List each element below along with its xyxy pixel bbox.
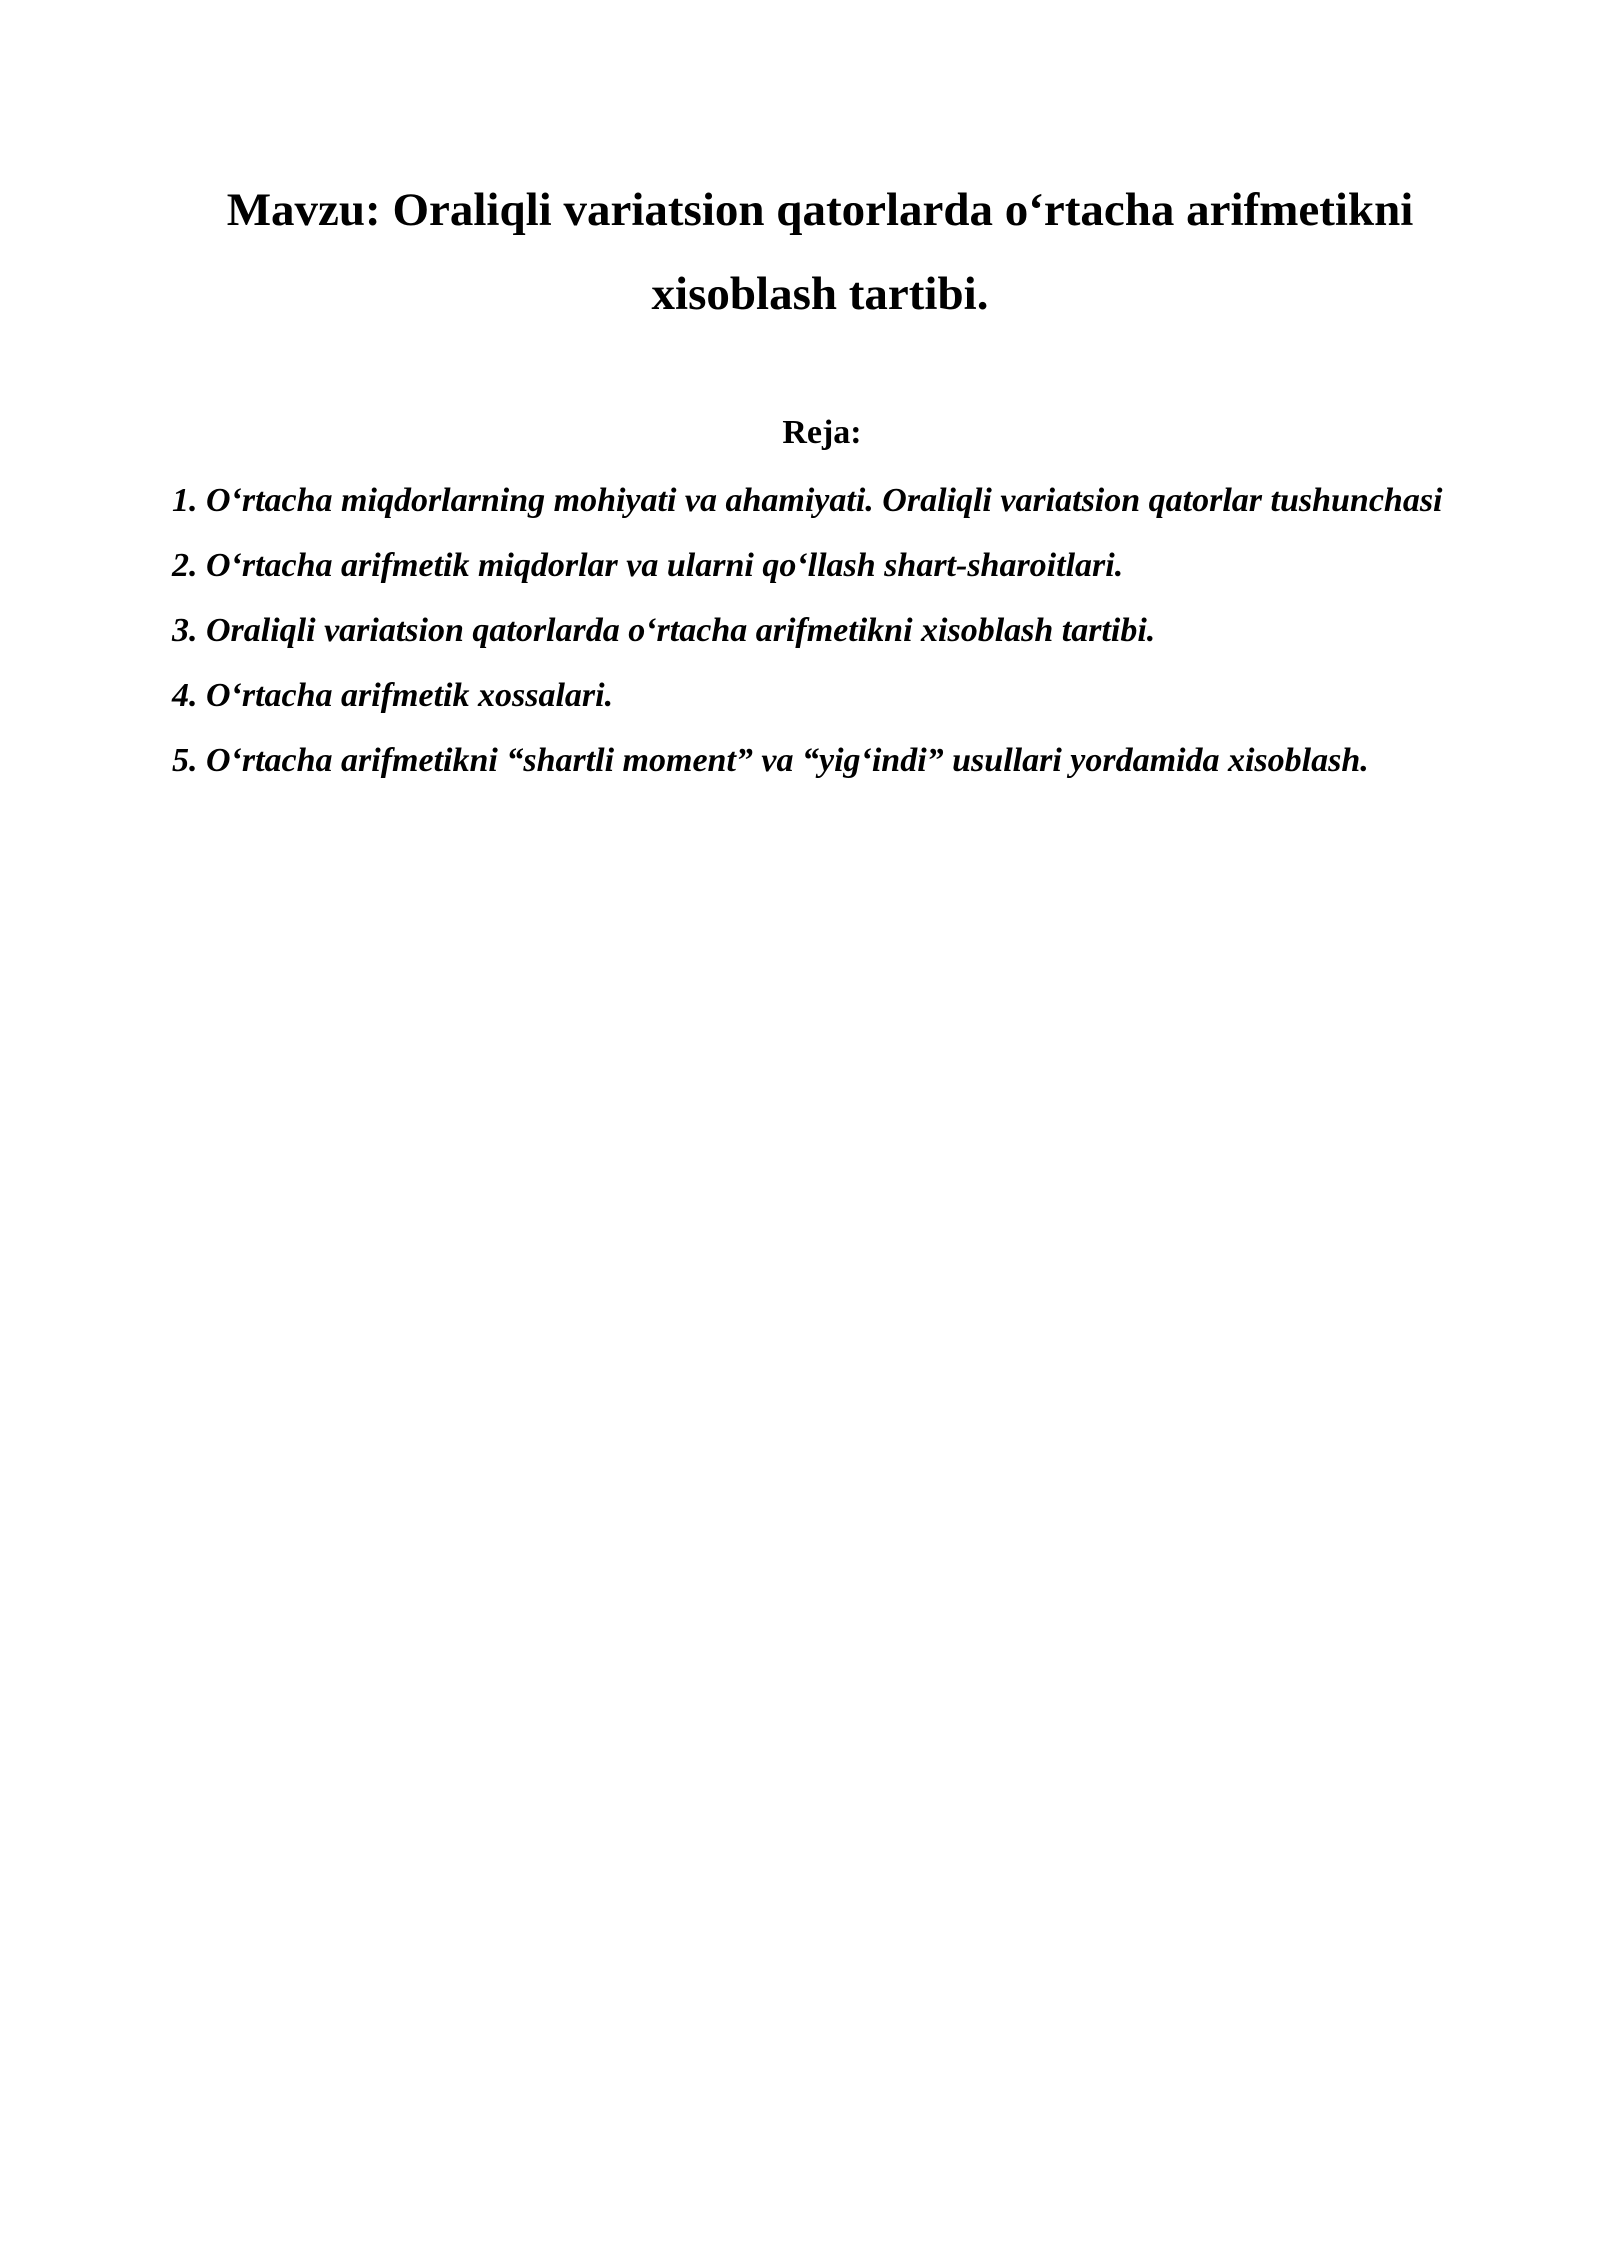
plan-list	[172, 468, 1444, 793]
plan-item-4: 4. O‘rtacha arifmetik xossalari.	[172, 677, 614, 714]
plan-item-2: 2. O‘rtacha arifmetik miqdorlar va ularni qo‘llash shart-sharoitlari.	[172, 547, 1124, 584]
plan-item-5: 5. O‘rtacha arifmetikni “shartli moment” va “yig‘indi” usullari yordamida xisoblash.	[172, 742, 1369, 779]
title-line-1: Mavzu: Oraliqli variatsion qatorlarda o‘rtacha arifmetikni	[226, 184, 1414, 236]
plan-item-3: 3. Oraliqli variatsion qatorlarda o‘rtacha arifmetikni xisoblash tartibi.	[172, 612, 1156, 649]
plan-item-1: 1. O‘rtacha miqdorlarning mohiyati va ahamiyati. Oraliqli variatsion qatorlar tushunchasi	[172, 482, 1443, 519]
title-line-2: xisoblash tartibi.	[651, 268, 989, 320]
plan-heading: Reja:	[782, 414, 862, 451]
document-title	[150, 168, 1490, 336]
